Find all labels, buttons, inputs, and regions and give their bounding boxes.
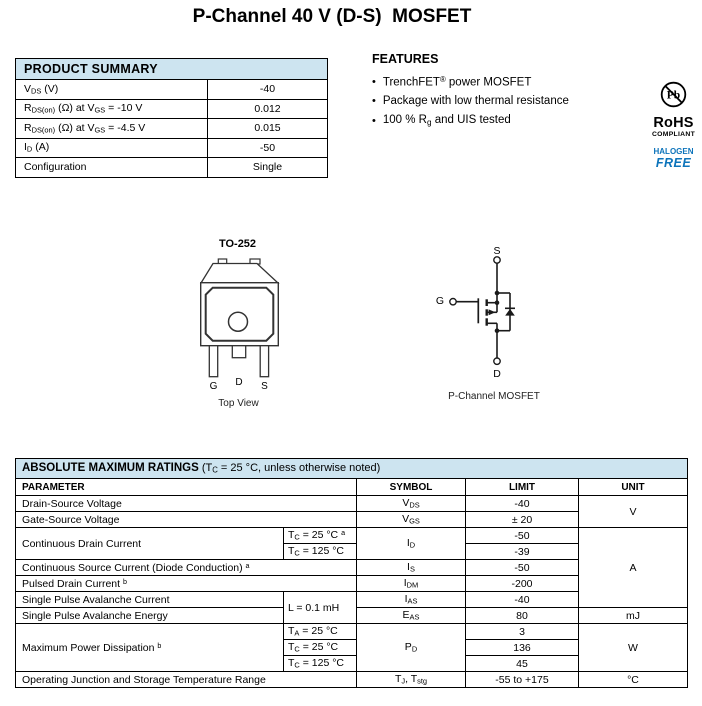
parameter-cell: Pulsed Drain Current $^b$ [16, 576, 357, 592]
symbol-cell: ID [357, 528, 466, 560]
symbol-cell: IS [357, 560, 466, 576]
unit-cell: W [579, 624, 688, 672]
terminal-label-gate: G [435, 295, 445, 307]
rohs-label: RoHS [653, 115, 694, 131]
unit-cell: V [579, 496, 688, 528]
param-label: RDS(on) (Ω) at VGS = -10 V [16, 99, 208, 119]
condition-cell: L = 0.1 mH [284, 592, 357, 624]
table-row [16, 496, 688, 512]
terminal-label-source: S [493, 245, 501, 257]
parameter-cell: Single Pulse Avalanche Energy [16, 608, 284, 624]
terminal-label-drain: D [493, 368, 501, 380]
symbol-cell: IAS [357, 592, 466, 608]
mosfet-schematic [420, 240, 580, 408]
limit-cell: -40 [466, 592, 579, 608]
limit-cell: -200 [466, 576, 579, 592]
list-item [372, 72, 632, 92]
parameter-cell: Drain-Source Voltage [16, 496, 357, 512]
table-row [16, 158, 328, 178]
rohs-badge [645, 81, 702, 170]
pin-label-gate: G [209, 381, 218, 392]
package-name: TO-252 [218, 238, 257, 250]
table-title-row [16, 459, 688, 479]
parameter-cell: Maximum Power Dissipation $^b$ [16, 624, 284, 672]
limit-cell: -50 [466, 560, 579, 576]
parameter-cell: Operating Junction and Storage Temperature Range [16, 672, 357, 688]
package-view-caption: Top View [218, 398, 259, 409]
param-value: 0.015 [208, 119, 328, 139]
condition-cell: TC = 25 °C [284, 640, 357, 656]
symbol-cell: EAS [357, 608, 466, 624]
parameter-cell: Continuous Drain Current [16, 528, 284, 560]
param-label: Configuration [16, 158, 208, 178]
parameter-cell: Gate-Source Voltage [16, 512, 357, 528]
table-row [16, 119, 328, 139]
halogen-label: HALOGEN [653, 147, 694, 156]
feature-text: 100 % Rg and UIS tested [382, 114, 511, 128]
features-section [372, 52, 632, 131]
pin-label-drain: D [235, 377, 243, 388]
bullet-icon: • [372, 75, 376, 88]
limit-cell: ± 20 [466, 512, 579, 528]
table-row [16, 672, 688, 688]
page-title: P-Channel 40 V (D-S) MOSFET [192, 6, 472, 27]
symbol-cell: TJ, Tstg [357, 672, 466, 688]
features-list [372, 72, 632, 131]
symbol-cell: VGS [357, 512, 466, 528]
param-label: VDS (V) [16, 80, 208, 100]
table-title-bold: ABSOLUTE MAXIMUM RATINGS [22, 462, 199, 475]
product-summary-header: PRODUCT SUMMARY [16, 59, 328, 80]
column-header-limit: LIMIT [466, 479, 579, 496]
rohs-compliant-label: COMPLIANT [651, 131, 696, 138]
svg-text:Pb: Pb [666, 89, 681, 102]
condition-cell: TC = 125 °C [284, 544, 357, 560]
parameter-cell: Continuous Source Current (Diode Conduction) $^a$ [16, 560, 357, 576]
table-header-row [16, 479, 688, 496]
unit-cell: A [579, 528, 688, 608]
product-summary-table [15, 58, 328, 178]
limit-cell: -50 [466, 528, 579, 544]
symbol-cell: VDS [357, 496, 466, 512]
limit-cell: 45 [466, 656, 579, 672]
features-heading: FEATURES [372, 52, 439, 66]
column-header-unit: UNIT [579, 479, 688, 496]
param-value: -50 [208, 138, 328, 158]
parameter-cell: Single Pulse Avalanche Current [16, 592, 284, 608]
bullet-icon: • [372, 95, 376, 108]
unit-cell: °C [579, 672, 688, 688]
limit-cell: -39 [466, 544, 579, 560]
limit-cell: -40 [466, 496, 579, 512]
table-row [16, 528, 688, 544]
table-row [16, 624, 688, 640]
limit-cell: 136 [466, 640, 579, 656]
param-value: -40 [208, 80, 328, 100]
absolute-maximum-ratings-table [15, 458, 688, 688]
table-row [16, 138, 328, 158]
condition-cell: TC = 25 °C $^a$ [284, 528, 357, 544]
feature-text: Package with low thermal resistance [382, 95, 569, 108]
halogen-free-label: FREE [655, 156, 692, 170]
schematic-caption: P-Channel MOSFET [448, 391, 540, 402]
condition-cell: TC = 125 °C [284, 656, 357, 672]
symbol-cell: IDM [357, 576, 466, 592]
param-value: 0.012 [208, 99, 328, 119]
column-header-parameter: PARAMETER [16, 479, 357, 496]
pin-label-source: S [261, 381, 268, 392]
bullet-icon: • [372, 114, 376, 127]
unit-cell: mJ [579, 608, 688, 624]
lead-free-icon [645, 81, 702, 108]
feature-text: TrenchFET® power MOSFET [382, 75, 532, 89]
mosfet-symbol-drawing [420, 240, 580, 408]
limit-cell: 3 [466, 624, 579, 640]
param-label: ID (A) [16, 138, 208, 158]
list-item [372, 92, 632, 112]
table-title [16, 459, 688, 479]
package-drawing [150, 238, 325, 414]
list-item [372, 111, 632, 131]
param-value: Single [208, 158, 328, 178]
table-title-condition: (TC = 25 °C, unless otherwise noted) [198, 462, 381, 475]
table-row [16, 99, 328, 119]
product-summary-header-row [16, 59, 328, 80]
column-header-symbol: SYMBOL [357, 479, 466, 496]
param-label: RDS(on) (Ω) at VGS = -4.5 V [16, 119, 208, 139]
limit-cell: 80 [466, 608, 579, 624]
symbol-cell: PD [357, 624, 466, 672]
limit-cell: -55 to +175 [466, 672, 579, 688]
table-row [16, 80, 328, 100]
condition-cell: TA = 25 °C [284, 624, 357, 640]
